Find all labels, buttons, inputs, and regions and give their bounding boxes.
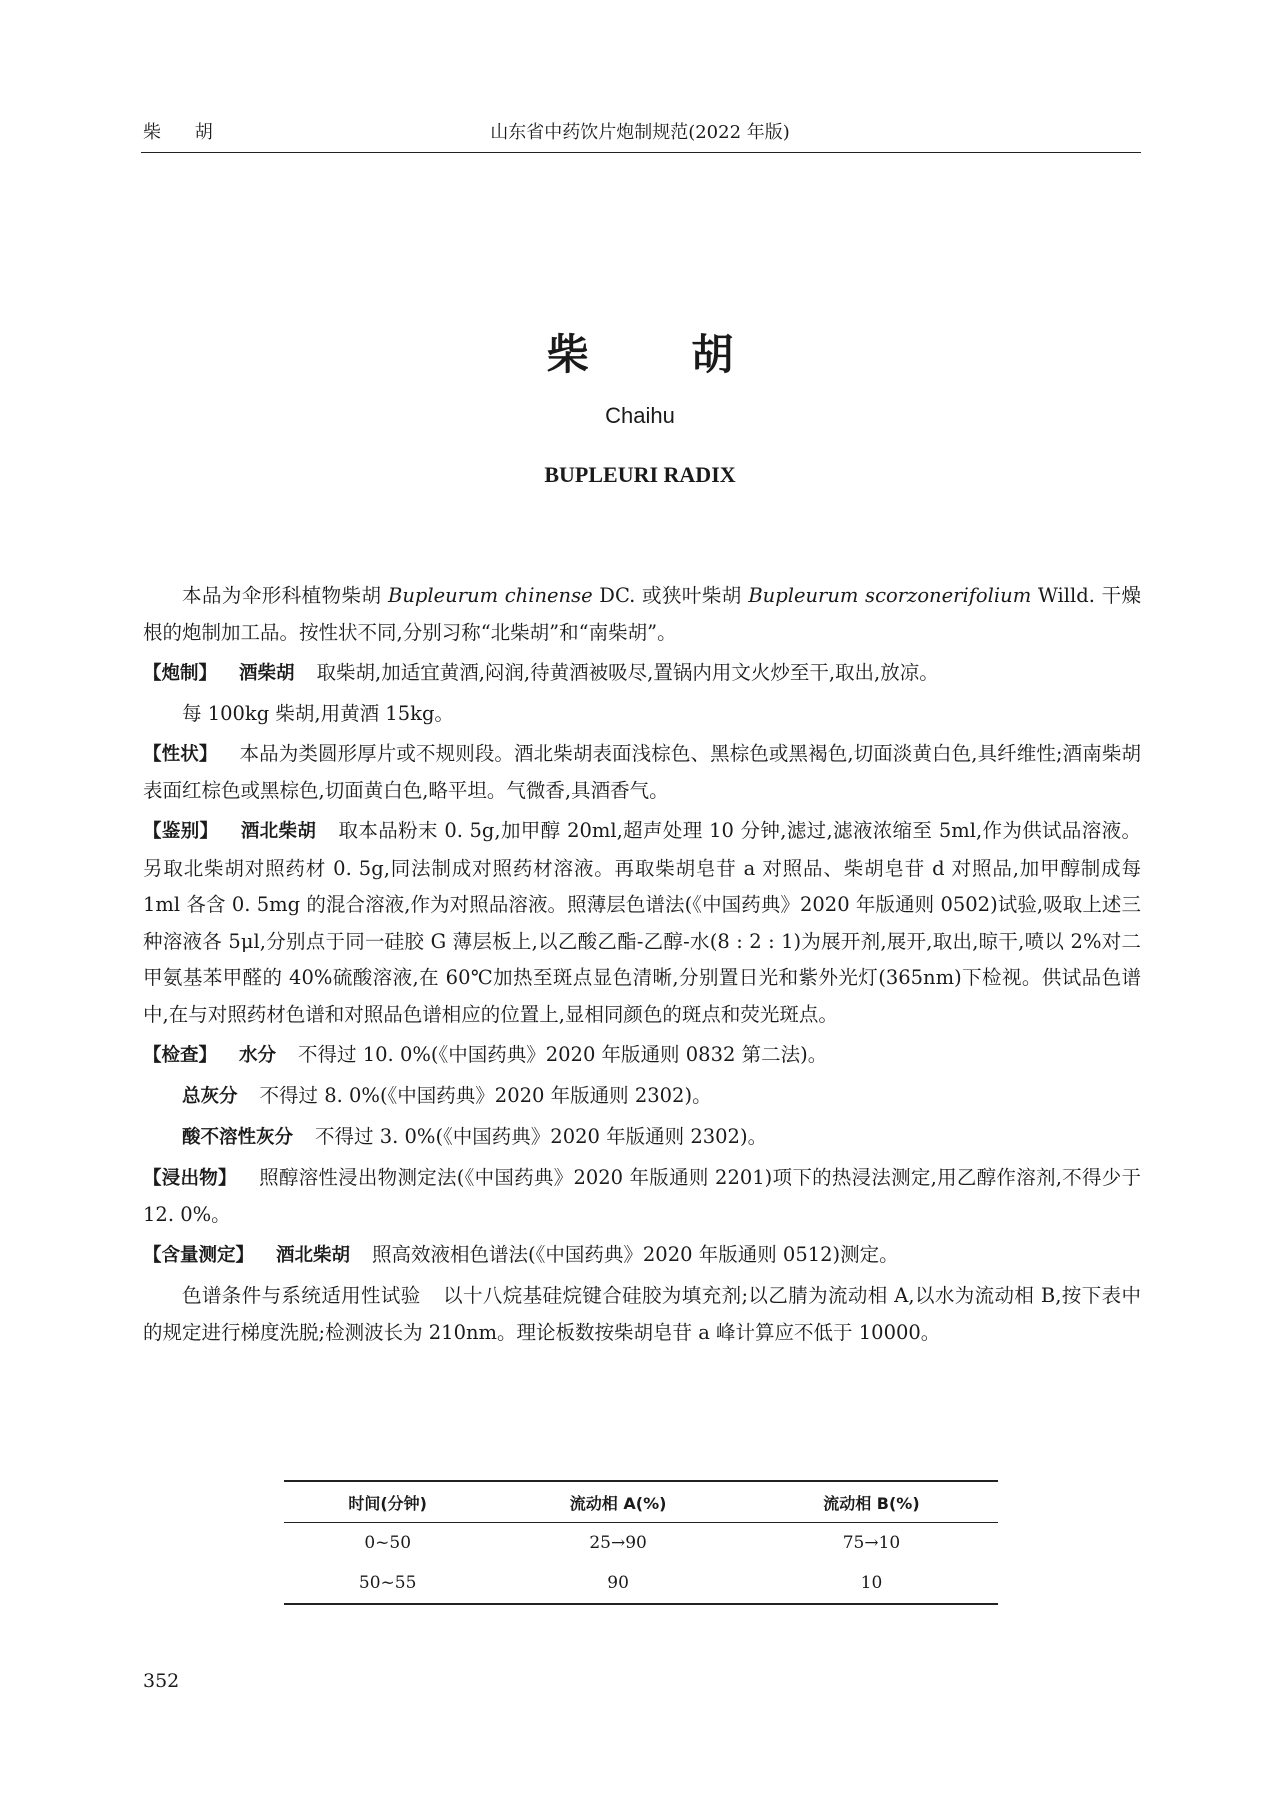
intro-text-3: Willd. 干燥根的炮制加工品。按性状不同,分别习称“北柴胡”和“南柴胡”。 <box>143 584 1142 644</box>
title-latin: BUPLEURI RADIX <box>544 462 736 487</box>
inspection-acid-ash <box>143 1119 1141 1157</box>
identification-paragraph <box>143 813 1141 1033</box>
section-heading-assay: 【含量测定】 <box>143 1245 255 1266</box>
assay-subheading: 酒北柴胡 <box>276 1245 351 1266</box>
water-text: 不得过 10. 0%(《中国药典》2020 年版通则 0832 第二法)。 <box>298 1042 828 1066</box>
title-chinese: 柴 胡 <box>546 330 778 379</box>
extract-text: 照醇溶性浸出物测定法(《中国药典》2020 年版通则 2201)项下的热浸法测定,用乙醇作溶剂,不得少于 12. 0%。 <box>143 1165 1141 1226</box>
table-cell: 0~50 <box>364 1533 412 1553</box>
table-row <box>284 1563 998 1604</box>
processing-subheading: 酒柴胡 <box>239 662 295 684</box>
extract-paragraph <box>143 1160 1141 1234</box>
section-heading-processing: 【炮制】 <box>143 662 218 684</box>
characters-text: 本品为类圆形厚片或不规则段。酒北柴胡表面浅棕色、黑棕色或黑褐色,切面淡黄白色,具纤维性;酒南柴胡表面红棕色或黑棕色,切面黄白色,略平坦。气微香,具酒香气。 <box>143 741 1141 802</box>
inspection-total-ash <box>143 1078 1141 1116</box>
running-header-title: 山东省中药饮片炮制规范(2022 年版) <box>490 122 790 143</box>
chromatography-subheading: 色谱条件与系统适用性试验 <box>182 1284 421 1307</box>
column-header-phase-b: 流动相 B(%) <box>745 1481 998 1523</box>
processing-text: 取柴胡,加适宜黄酒,闷润,待黄酒被吸尽,置锅内用文火炒至干,取出,放凉。 <box>316 660 939 684</box>
header-rule <box>141 152 1141 153</box>
intro-text-1: 本品为伞形科植物柴胡 <box>182 584 389 607</box>
running-header-left: 柴 胡 <box>143 122 227 143</box>
title-pinyin: Chaihu <box>605 403 675 428</box>
identification-text: 取本品粉末 0. 5g,加甲醇 20ml,超声处理 10 分钟,滤过,滤液浓缩至 5ml,作为供试品溶液。另取北柴胡对照药材 0. 5g,同法制成对照药材溶液。再取柴胡皂苷 a 对照品、柴胡皂苷 d 对照品,加甲醇制成每 1ml 各含 0. 5mg 的混合溶液,作为对照品溶液。照薄层色谱法(《中国药典》2020 年版通则 0502)试验,吸取上述三种溶液各 5μl,分别点于同一硅胶 G 薄层板上,以乙酸乙酯-乙醇-水(8 : 2 : 1)为展开剂,展开,取出,晾干,喷以 2%对二甲氨基苯甲醛的 40%硫酸溶液,在 60℃加热至斑点显色清晰,分别置日光和紫外光灯(365nm)下检视。供试品色谱中,在与对照药材色谱和对照品色谱相应的位置上,显相同颜色的斑点和荧光斑点。 <box>143 819 1141 1026</box>
table-cell: 75→10 <box>842 1533 901 1553</box>
acid-ash-text: 不得过 3. 0%(《中国药典》2020 年版通则 2302)。 <box>315 1124 768 1148</box>
processing-paragraph <box>143 655 1141 693</box>
chromatography-paragraph <box>143 1278 1141 1351</box>
species-name-1: Bupleurum chinense <box>388 584 593 607</box>
water-subheading: 水分 <box>239 1044 277 1066</box>
species-name-2: Bupleurum scorzonerifolium <box>748 584 1032 607</box>
characters-paragraph <box>143 736 1141 810</box>
processing-ratio: 每 100kg 柴胡,用黄酒 15kg。 <box>182 701 454 725</box>
inspection-water <box>143 1037 1141 1075</box>
assay-text: 照高效液相色谱法(《中国药典》2020 年版通则 0512)测定。 <box>372 1243 899 1266</box>
section-heading-inspection: 【检查】 <box>143 1044 218 1066</box>
chromatography-text: 以十八烷基硅烷键合硅胶为填充剂;以乙腈为流动相 A,以水为流动相 B,按下表中的规定进行梯度洗脱;检测波长为 210nm。理论板数按柴胡皂苷 a 峰计算应不低于 10000。 <box>143 1284 1141 1344</box>
column-header-time: 时间(分钟) <box>284 1481 491 1523</box>
page-number: 352 <box>143 1670 180 1692</box>
section-heading-extract: 【浸出物】 <box>143 1167 237 1189</box>
monograph-body <box>143 578 1141 1355</box>
assay-paragraph <box>143 1237 1141 1275</box>
intro-text-2: DC. 或狭叶柴胡 <box>592 584 749 607</box>
acid-ash-subheading: 酸不溶性灰分 <box>182 1126 294 1148</box>
table-header-row <box>284 1481 998 1523</box>
section-heading-identification: 【鉴别】 <box>143 821 219 842</box>
column-header-phase-a: 流动相 A(%) <box>491 1481 745 1523</box>
total-ash-subheading: 总灰分 <box>182 1085 238 1107</box>
table-cell: 25→90 <box>589 1533 647 1553</box>
table-cell: 10 <box>745 1563 998 1604</box>
gradient-table <box>284 1480 998 1605</box>
intro-paragraph <box>143 578 1141 651</box>
table-cell: 50~55 <box>284 1563 491 1604</box>
section-heading-characters: 【性状】 <box>143 743 218 765</box>
total-ash-text: 不得过 8. 0%(《中国药典》2020 年版通则 2302)。 <box>259 1083 712 1107</box>
identification-subheading: 酒北柴胡 <box>240 821 317 842</box>
table-cell: 90 <box>491 1563 745 1604</box>
table-row <box>284 1523 998 1564</box>
